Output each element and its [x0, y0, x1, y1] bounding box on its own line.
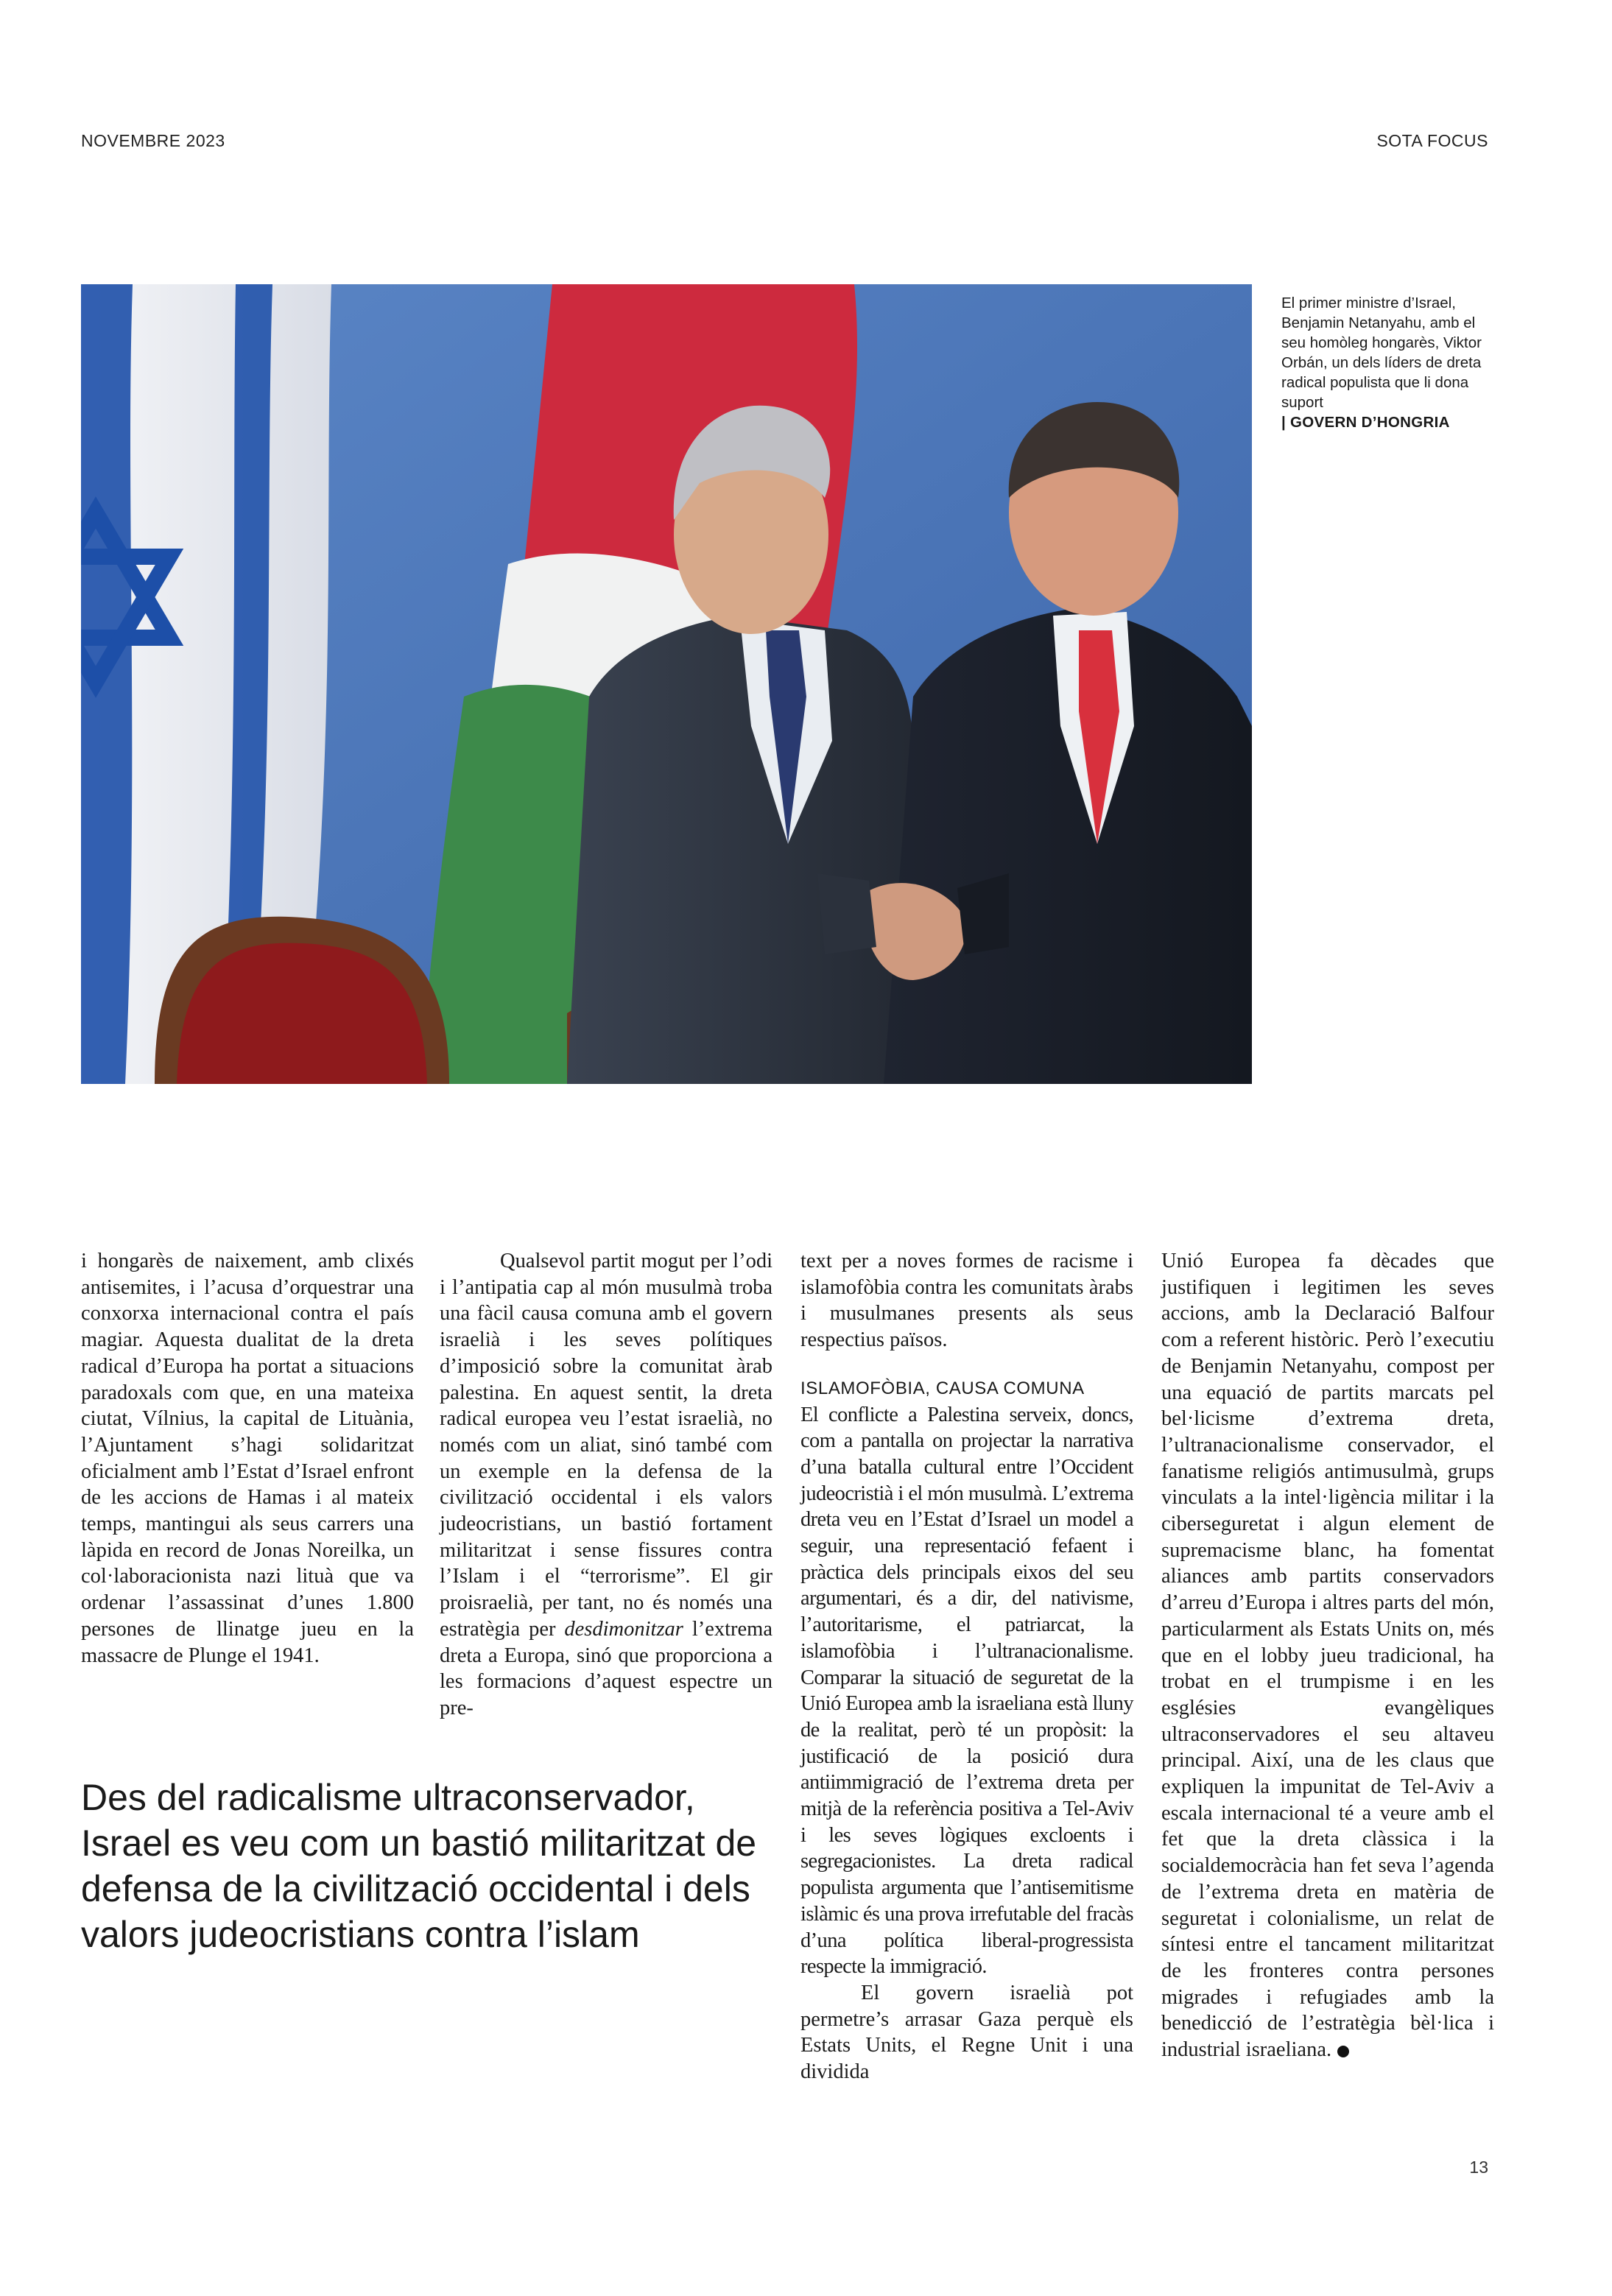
- emphasized-word: desdimonitzar: [564, 1617, 683, 1641]
- paragraph: [1161, 1248, 1494, 2063]
- article-column-3: [800, 1248, 1133, 2085]
- photo-caption: [1281, 293, 1502, 432]
- paragraph: i hongarès de naixement, amb clixés antisemites, i l’acusa d’orquestrar una conxorxa internacional contra el país magiar. Aquesta dualitat de la dreta radical d’Europa ha portat a situacions paradoxals com que, en una mateixa ciutat, Vílnius, la capital de Lituània, l’Ajuntament s’hagi solidaritzat oficialment amb l’Estat d’Israel enfront de les accions de Hamas i al mateix temps, mantingui als seus carrers una làpida en record de Jonas Noreilka, un col·laboracionista nazi lituà que va ordenar l’assassinat d’unes 1.800 persones de llinatge jueu en la massacre de Plunge el 1941.: [81, 1250, 414, 1667]
- issue-date: NOVEMBRE 2023: [81, 131, 225, 150]
- page-number: 13: [1469, 2158, 1488, 2177]
- feature-photo: [81, 284, 1252, 1084]
- article-column-2: [440, 1248, 772, 1722]
- section-title: SOTA FOCUS: [1376, 131, 1488, 150]
- section-subhead: ISLAMOFÒBIA, CAUSA COMUNA: [800, 1378, 1085, 1398]
- article-column-1: [81, 1248, 414, 1669]
- end-of-article-icon: [1337, 2046, 1349, 2057]
- paragraph: El govern israelià pot permetre’s arrasar Gaza perquè els Estats Units, el Regne Unit i una dividida: [800, 1981, 1133, 2084]
- article-column-4: [1161, 1248, 1494, 2063]
- paragraph: [440, 1248, 772, 1722]
- pull-quote: Des del radicalisme ultraconservador, Israel es veu com un bastió militaritzat de defensa de la civilització occidental i dels valors judeocristians contra l’islam: [81, 1777, 757, 1955]
- caption-text: El primer ministre d’Israel, Benjamin Netanyahu, amb el seu homòleg hongarès, Viktor Orbán, un dels líders de dreta radical populista que li dona suport: [1281, 295, 1482, 411]
- photo-credit: | GOVERN D’HONGRIA: [1281, 414, 1450, 431]
- paragraph-text: Qualsevol partit mogut per l’odi i l’antipatia cap al món musulmà troba una fàcil causa comuna amb el govern israelià i les seves polítiques d’imposició sobre la comunitat àrab palestina. En aquest sentit, la dreta radical europea veu l’estat israelià, no només com un aliat, sinó també com un exemple en la defensa de la civilització occidental i els valors judeocristians, un bastió fortament militaritzat i sense fissures contra l’Islam i el “terrorisme”. El gir proisraelià, per tant, no és només una estratègia per: [440, 1250, 772, 1641]
- paragraph-text: l’extrema dreta a Europa, sinó que proporciona a les formacions d’aquest espectre un pre-: [440, 1617, 772, 1719]
- paragraph: text per a noves formes de racisme i islamofòbia contra les comunitats àrabs i musulmanes presents als seus respectius països.: [800, 1250, 1133, 1352]
- paragraph-text: Unió Europea fa dècades que justifiquen i legitimen les seves accions, amb la Declaració Balfour com a referent històric. Però l’executiu de Benjamin Netanyahu, compost per una equació de partits marcats pel bel·licisme d’extrema dreta, l’ultranacionalisme conservador, el fanatisme religiós antimusulmà, grups vinculats a la intel·ligència militar i la ciberseguretat i algun element de supremacisme blanc, ha fomentat aliances amb partits conservadors d’arreu d’Europa i altres parts del món, particularment als Estats Units on, més que en el lobby jueu tradicional, ha trobat en el trumpisme i en les esglésies evangèliques ultraconservadores el seu altaveu principal. Així, una de les claus que expliquen la impunitat de Tel-Aviv a escala internacional té a veure amb el fet que la dreta clàssica i la socialdemocràcia han fet seva l’agenda de l’extrema dreta en matèria de seguretat i colonialisme, un relat de síntesi entre el tancament militaritzat de les fronteres contra persones migrades i refugiades amb la benedicció de l’estratègia bèl·lica i industrial israeliana.: [1161, 1250, 1494, 2062]
- paragraph: El conflicte a Palestina serveix, doncs, com a pantalla on projectar la narrativa d’una batalla cultural entre l’Occident judeocristià i el món musulmà. L’extrema dreta veu en l’Estat d’Israel un model a seguir, una representació fefaent i pràctica dels principals eixos del seu argumentari, és a dir, del nativisme, l’autoritarisme, el patriarcat, la islamofòbia i l’ultranacionalisme. Comparar la situació de seguretat de la Unió Europea amb la israeliana està lluny de la realitat, però té un propòsit: la justificació de la posició dura antiimmigració de l’extrema dreta per mitjà de la referència positiva a Tel-Aviv i les seves lògiques excloents i segregacionistes. La dreta radical populista argumenta que l’antisemitisme islàmic és una prova irrefutable del fracàs d’una política liberal-progressista respecte la immigració.: [800, 1403, 1133, 1979]
